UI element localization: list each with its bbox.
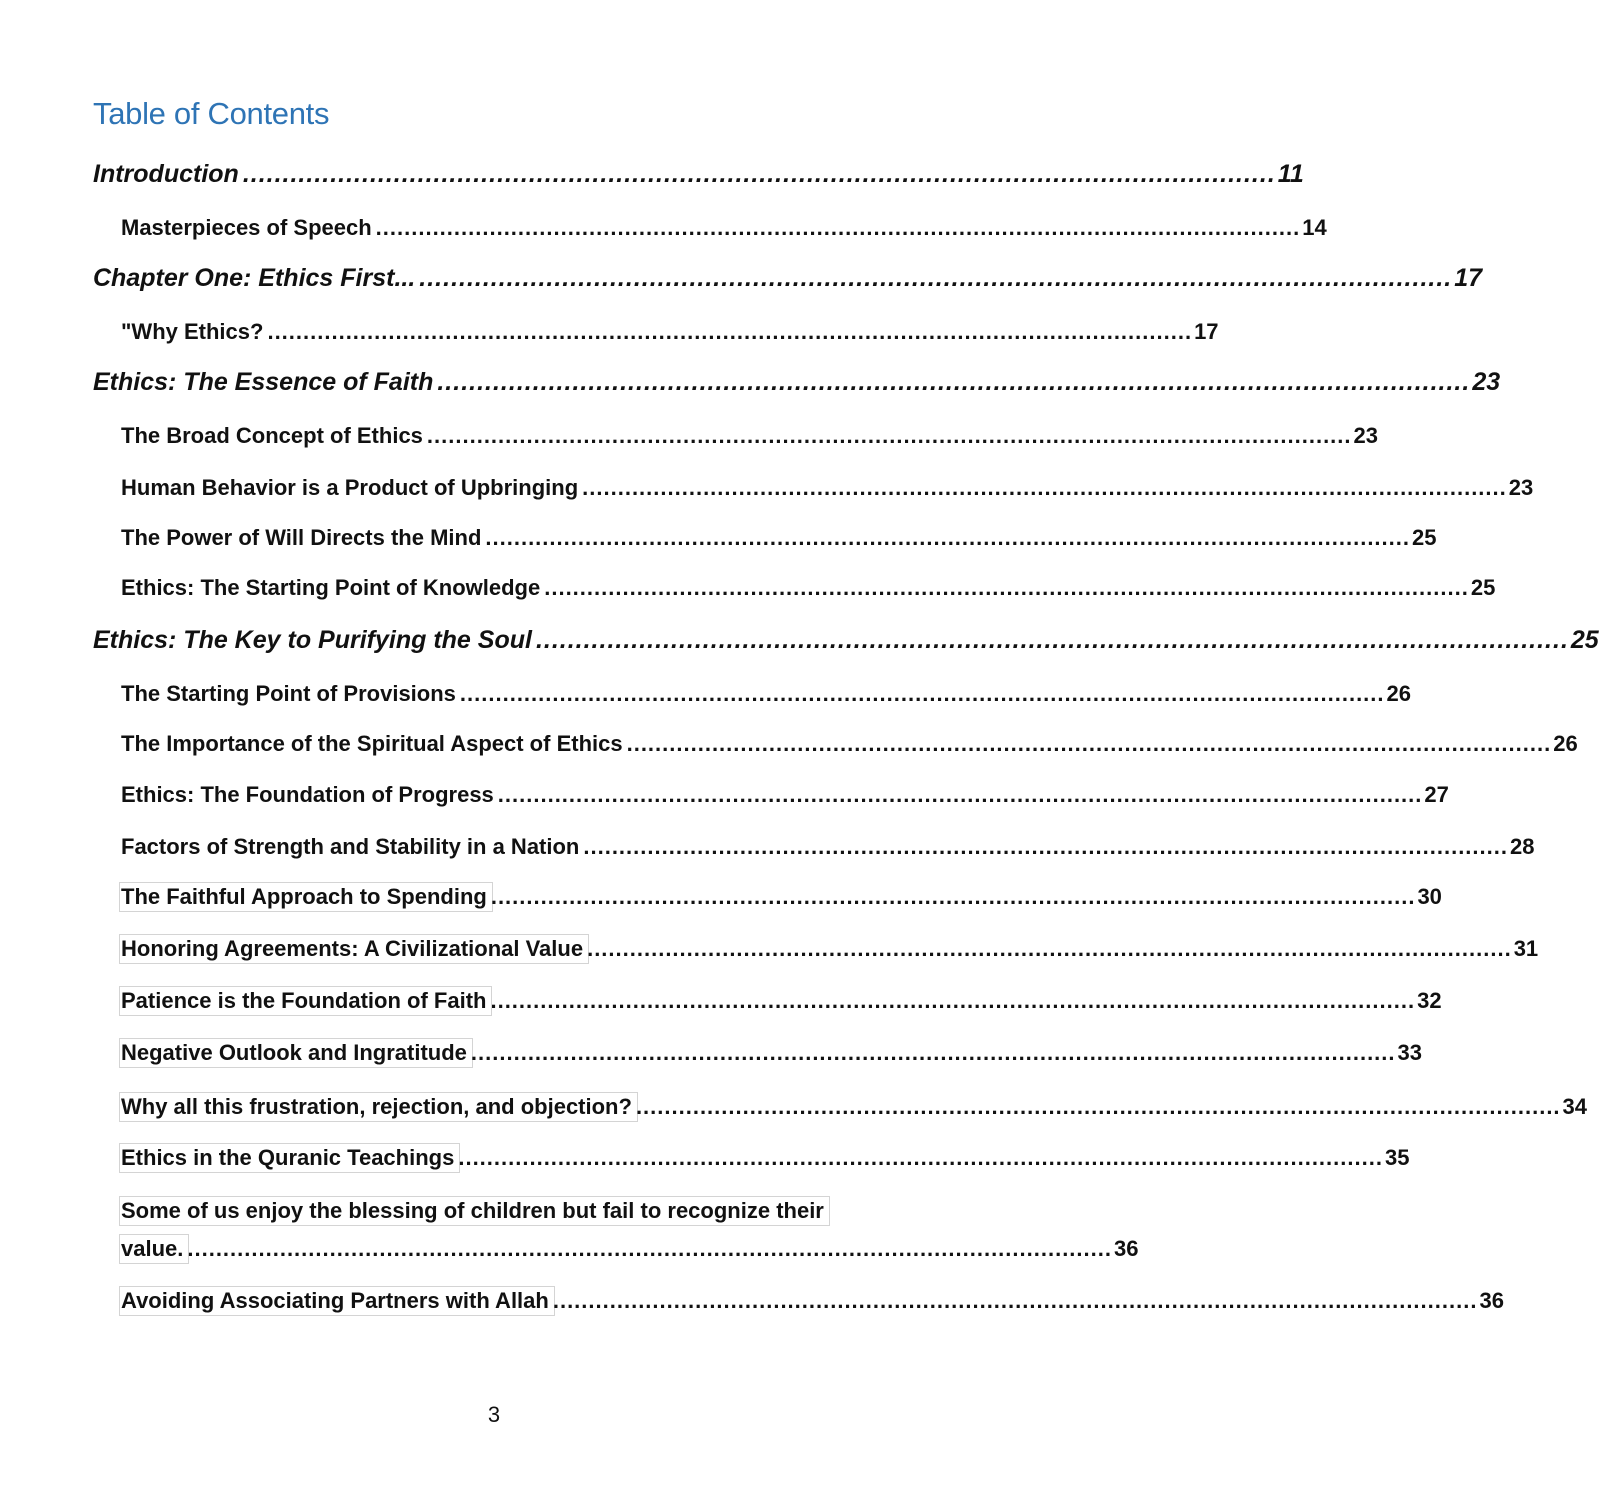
toc-entry-text: Patience is the Foundation of Faith — [121, 988, 490, 1014]
toc-entry-text: Introduction — [93, 160, 239, 188]
toc-leader-dots: .................................................................................................................................. — [626, 731, 1552, 756]
toc-page-number: 31 — [1513, 936, 1539, 961]
toc-leader-dots: .................................................................................................................................. — [267, 319, 1193, 344]
toc-entry-text: Ethics: The Foundation of Progress — [121, 782, 494, 807]
toc-entry-text: "Why Ethics? — [121, 319, 264, 344]
toc-page-number: 34 — [1562, 1094, 1588, 1119]
toc-entry-text: The Faithful Approach to Spending — [121, 884, 491, 910]
toc-page-number: 35 — [1384, 1145, 1410, 1170]
toc-entry-text: Masterpieces of Speech — [121, 215, 372, 240]
toc-leader-dots: .................................................................................................................................. — [458, 1145, 1383, 1170]
toc-page-number: 23 — [1472, 368, 1501, 396]
page-number: 3 — [487, 1402, 501, 1427]
toc-leader-dots: .................................................................................................................................. — [437, 368, 1471, 396]
toc-leader-dots: .................................................................................................................................. — [587, 936, 1512, 961]
toc-entry-text: Ethics: The Key to Purifying the Soul — [93, 626, 532, 654]
toc-leader-dots: .................................................................................................................................. — [459, 681, 1385, 706]
toc-page-number: 25 — [1570, 626, 1599, 654]
toc-leader-dots: .................................................................................................................................. — [544, 575, 1469, 600]
toc-page-number: 17 — [1194, 319, 1219, 344]
toc-leader-dots: .................................................................................................................................. — [470, 1040, 1396, 1065]
toc-page-number: 17 — [1454, 264, 1483, 292]
toc-page-number: 27 — [1424, 782, 1449, 807]
toc-page-number: 32 — [1417, 988, 1442, 1013]
toc-entry-text: The Starting Point of Provisions — [121, 681, 456, 706]
toc-page-number: 11 — [1277, 160, 1304, 188]
toc-leader-dots: .................................................................................................................................. — [375, 215, 1301, 240]
toc-entry-text: Chapter One: Ethics First... — [93, 264, 416, 292]
toc-leader-dots: .................................................................................................................................. — [582, 475, 1507, 500]
toc-entry-text: The Importance of the Spiritual Aspect of Ethics — [121, 731, 623, 756]
toc-page-number: 33 — [1397, 1040, 1423, 1065]
toc-entry-text: Factors of Strength and Stability in a Nation — [121, 834, 580, 859]
toc-leader-dots: .................................................................................................................................. — [535, 626, 1569, 654]
toc-page-number: 30 — [1417, 884, 1442, 909]
toc-page-number: 36 — [1113, 1236, 1139, 1261]
toc-entry-text: Negative Outlook and Ingratitude — [121, 1040, 471, 1066]
toc-entry-text: The Power of Will Directs the Mind — [121, 525, 482, 550]
toc-entry-text: Honoring Agreements: A Civilizational Value — [121, 936, 587, 962]
toc-page-number: 23 — [1353, 423, 1379, 448]
toc-leader-dots: .................................................................................................................................. — [583, 834, 1508, 859]
toc-leader-dots: .................................................................................................................................. — [187, 1236, 1112, 1261]
toc-page-number: 36 — [1479, 1288, 1504, 1313]
toc-page-number: 28 — [1509, 834, 1535, 859]
toc-page-number: 26 — [1553, 731, 1578, 756]
toc-entry-text: Ethics: The Starting Point of Knowledge — [121, 575, 541, 600]
toc-leader-dots: .................................................................................................................................. — [485, 525, 1410, 550]
toc-page-number: 26 — [1386, 681, 1412, 706]
toc-leader-dots: .................................................................................................................................. — [497, 782, 1423, 807]
toc-page-number: 14 — [1302, 215, 1327, 240]
toc-leader-dots: .................................................................................................................................. — [490, 884, 1416, 909]
toc-entry-text: Human Behavior is a Product of Upbringing — [121, 475, 579, 500]
toc-leader-dots: .................................................................................................................................. — [242, 160, 1276, 188]
toc-entry-text: Ethics: The Essence of Faith — [93, 368, 434, 396]
toc-entry-text-cont: value. — [121, 1236, 187, 1262]
toc-entry-text: Avoiding Associating Partners with Allah — [121, 1288, 553, 1314]
toc-title: Table of Contents — [93, 96, 330, 131]
toc-entry-text: The Broad Concept of Ethics — [121, 423, 423, 448]
toc-entry-text: Ethics in the Quranic Teachings — [121, 1145, 458, 1171]
toc-entry-text: Why all this frustration, rejection, and objection? — [121, 1094, 636, 1120]
toc-leader-dots: .................................................................................................................................. — [426, 423, 1352, 448]
toc-leader-dots: .................................................................................................................................. — [635, 1094, 1561, 1119]
toc-leader-dots: .................................................................................................................................. — [490, 988, 1416, 1013]
toc-page-number: 25 — [1412, 525, 1437, 550]
toc-leader-dots: .................................................................................................................................. — [419, 264, 1453, 292]
toc-leader-dots: .................................................................................................................................. — [552, 1288, 1478, 1313]
toc-entry-text: Some of us enjoy the blessing of children but fail to recognize their — [121, 1198, 828, 1224]
toc-page-number: 25 — [1470, 575, 1496, 600]
toc-page-number: 23 — [1508, 475, 1534, 500]
